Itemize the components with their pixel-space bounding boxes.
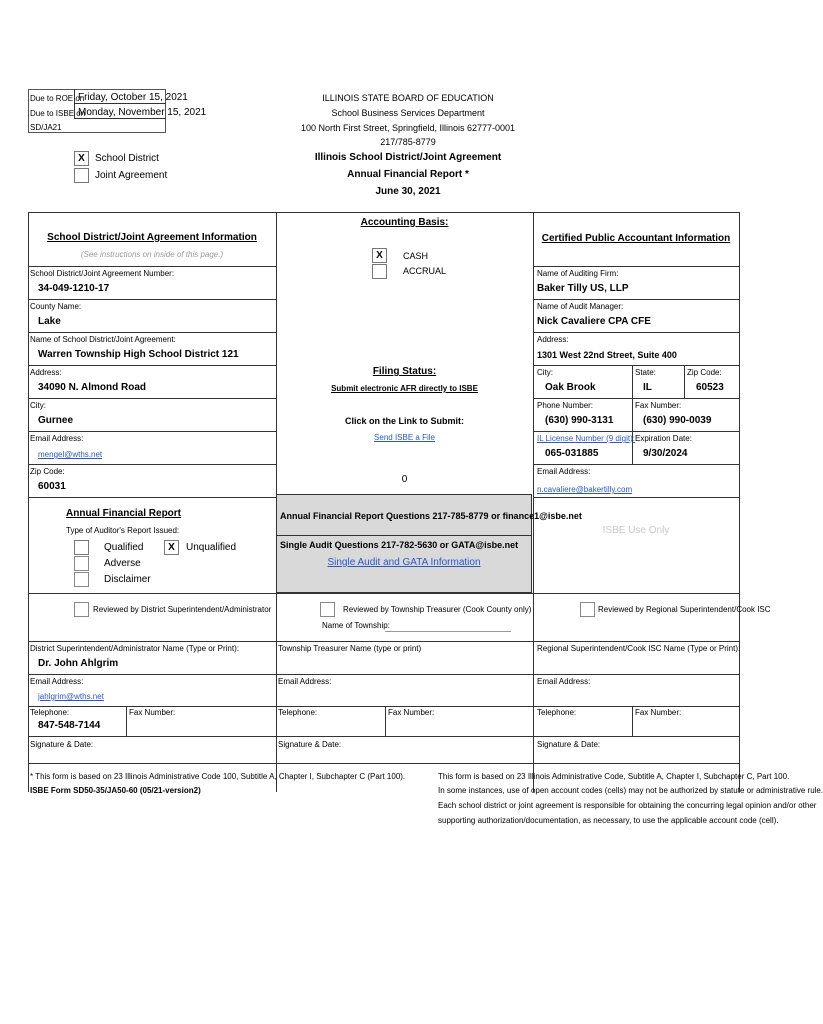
- regional-phone-label: Telephone:: [537, 708, 577, 717]
- township-treasurer-name-label: Township Treasurer Name (type or print): [278, 644, 422, 653]
- district-info-subtitle: (See instructions on inside of this page.): [80, 250, 224, 259]
- cash-label: CASH: [403, 251, 429, 261]
- cpa-fax-value[interactable]: (630) 990-0039: [643, 415, 712, 426]
- township-name-label: Name of Township:: [322, 621, 390, 630]
- unqualified-checkbox[interactable]: X: [164, 540, 179, 555]
- district-admin-email-value[interactable]: jahlgrim@wths.net: [38, 692, 104, 701]
- license-number-value[interactable]: 065-031885: [545, 448, 599, 459]
- reviewed-regional-checkbox[interactable]: [580, 602, 595, 617]
- form-title-2: Annual Financial Report *: [347, 169, 469, 180]
- cpa-phone-label: Phone Number:: [537, 401, 594, 410]
- firm-label: Name of Auditing Firm:: [537, 269, 619, 278]
- cpa-address-value[interactable]: 1301 West 22nd Street, Suite 400: [537, 350, 677, 360]
- reviewed-township-checkbox[interactable]: [320, 602, 335, 617]
- district-email-label: Email Address:: [30, 434, 84, 443]
- expiration-value[interactable]: 9/30/2024: [643, 448, 688, 459]
- due-roe-label: Due to ROE on: [30, 94, 85, 103]
- township-signature-label: Signature & Date:: [278, 740, 342, 749]
- audit-questions-text: Single Audit Questions 217-782-5630 or GATA@isbe.net: [280, 540, 519, 550]
- due-roe-value: Friday, October 15, 2021: [78, 92, 188, 103]
- district-info-title: School District/Joint Agreement Information: [47, 232, 257, 243]
- cpa-city-label: City:: [537, 368, 553, 377]
- cpa-info-title: Certified Public Accountant Information: [541, 233, 731, 244]
- accrual-checkbox[interactable]: [372, 264, 387, 279]
- adverse-checkbox[interactable]: [74, 556, 89, 571]
- cpa-email-value[interactable]: n.cavaliere@bakertilly.com: [537, 485, 633, 494]
- department-name: School Business Services Department: [331, 108, 485, 118]
- filing-status-title: Filing Status:: [372, 366, 437, 377]
- accrual-label: ACCRUAL: [403, 266, 447, 276]
- district-admin-name-value[interactable]: Dr. John Ahlgrim: [38, 658, 119, 669]
- regional-signature-label: Signature & Date:: [537, 740, 601, 749]
- district-zip-label: Zip Code:: [30, 467, 65, 476]
- disclaimer-label: Disclaimer: [104, 574, 151, 585]
- district-email-value[interactable]: mengel@wths.net: [38, 450, 103, 459]
- manager-value[interactable]: Nick Cavaliere CPA CFE: [537, 316, 651, 327]
- district-admin-name-label: District Superintendent/Administrator Name (Type or Print):: [30, 644, 239, 653]
- cpa-email-label: Email Address:: [537, 467, 591, 476]
- submit-electronic-text: Submit electronic AFR directly to ISBE: [331, 384, 478, 393]
- district-number-value[interactable]: 34-049-1210-17: [38, 283, 110, 294]
- disclaimer-checkbox[interactable]: [74, 572, 89, 587]
- single-audit-gata-link[interactable]: Single Audit and GATA Information: [327, 557, 481, 568]
- adverse-label: Adverse: [104, 558, 141, 569]
- district-city-value[interactable]: Gurnee: [38, 415, 74, 426]
- cpa-zip-label: Zip Code:: [687, 368, 722, 377]
- form-number: ISBE Form SD50-35/JA50-60 (05/21-version2): [30, 786, 201, 795]
- township-fax-label: Fax Number:: [388, 708, 435, 717]
- footer-note-right-4: supporting authorization/documentation, as necessary, to use the applicable account code (cell).: [438, 816, 779, 825]
- cpa-address-label: Address:: [537, 335, 569, 344]
- qualified-label: Qualified: [104, 542, 144, 553]
- school-district-checkbox[interactable]: X: [74, 151, 89, 166]
- accounting-basis-title: Accounting Basis:: [360, 217, 449, 228]
- county-value[interactable]: Lake: [38, 316, 61, 327]
- agency-phone: 217/785-8779: [380, 137, 436, 147]
- district-name-value[interactable]: Warren Township High School District 121: [38, 349, 239, 360]
- district-fax-label: Fax Number:: [129, 708, 176, 717]
- click-link-text: Click on the Link to Submit:: [345, 416, 464, 426]
- regional-name-label: Regional Superintendent/Cook ISC Name (Type or Print):: [537, 644, 741, 653]
- unqualified-label: Unqualified: [186, 542, 237, 553]
- district-zip-value[interactable]: 60031: [38, 481, 66, 492]
- district-number-label: School District/Joint Agreement Number:: [30, 269, 175, 278]
- district-name-label: Name of School District/Joint Agreement:: [30, 335, 176, 344]
- expiration-label: Expiration Date:: [635, 434, 692, 443]
- cpa-city-value[interactable]: Oak Brook: [545, 382, 596, 393]
- cash-checkbox[interactable]: X: [372, 248, 387, 263]
- footer-note-right-1: This form is based on 23 Illinois Administrative Code, Subtitle A, Chapter I, Subchapter C, Part 100.: [438, 772, 790, 781]
- cpa-state-value[interactable]: IL: [643, 382, 652, 393]
- isbe-use-only: ISBE Use Only: [602, 525, 670, 536]
- afr-questions-text: Annual Financial Report Questions 217-785-8779 or finance1@isbe.net: [280, 511, 582, 521]
- regional-email-label: Email Address:: [537, 677, 591, 686]
- footer-note-right-3: Each school district or joint agreement is responsible for obtaining the concurring legal opinion and/or other: [438, 801, 817, 810]
- district-city-label: City:: [30, 401, 46, 410]
- agency-address: 100 North First Street, Springfield, Illinois 62777-0001: [300, 123, 516, 133]
- send-isbe-file-link[interactable]: Send ISBE a File: [374, 433, 435, 442]
- qualified-checkbox[interactable]: [74, 540, 89, 555]
- auditor-report-type-label: Type of Auditor's Report Issued:: [66, 526, 180, 535]
- cpa-zip-value[interactable]: 60523: [696, 382, 724, 393]
- joint-agreement-label: Joint Agreement: [95, 170, 168, 181]
- reviewed-township-label: Reviewed by Township Treasurer (Cook County only): [343, 605, 532, 614]
- footer-note-left: * This form is based on 23 Illinois Administrative Code 100, Subtitle A, Chapter I, Subchapter C (Part 100).: [30, 772, 406, 781]
- district-address-label: Address:: [30, 368, 62, 377]
- joint-agreement-checkbox[interactable]: [74, 168, 89, 183]
- reviewed-district-label: Reviewed by District Superintendent/Administrator: [93, 605, 272, 614]
- footer-note-right-2: In some instances, use of open account codes (cells) may not be authorized by statute or administrative rule.: [438, 786, 823, 795]
- township-phone-label: Telephone:: [278, 708, 318, 717]
- manager-label: Name of Audit Manager:: [537, 302, 624, 311]
- form-code: SD/JA21: [30, 123, 62, 132]
- cpa-fax-label: Fax Number:: [635, 401, 682, 410]
- school-district-label: School District: [95, 153, 159, 164]
- cpa-phone-value[interactable]: (630) 990-3131: [545, 415, 614, 426]
- county-label: County Name:: [30, 302, 82, 311]
- license-number-label[interactable]: IL License Number (9 digit):: [537, 434, 635, 443]
- regional-fax-label: Fax Number:: [635, 708, 682, 717]
- due-isbe-label: Due to ISBE on: [30, 109, 86, 118]
- township-email-label: Email Address:: [278, 677, 332, 686]
- afr-title: Annual Financial Report: [66, 508, 182, 519]
- reviewed-district-checkbox[interactable]: [74, 602, 89, 617]
- district-admin-email-label: Email Address:: [30, 677, 84, 686]
- district-signature-label: Signature & Date:: [30, 740, 94, 749]
- district-phone-label: Telephone:: [30, 708, 70, 717]
- report-date: June 30, 2021: [375, 186, 441, 197]
- form-title-1: Illinois School District/Joint Agreement: [314, 152, 502, 163]
- filing-zero-value: 0: [401, 474, 408, 485]
- district-address-value[interactable]: 34090 N. Almond Road: [38, 382, 146, 393]
- firm-value[interactable]: Baker Tilly US, LLP: [537, 283, 629, 294]
- district-phone-value[interactable]: 847-548-7144: [38, 720, 101, 731]
- due-isbe-value: Monday, November 15, 2021: [78, 107, 207, 118]
- cpa-state-label: State:: [635, 368, 656, 377]
- agency-name: ILLINOIS STATE BOARD OF EDUCATION: [322, 93, 494, 103]
- reviewed-regional-label: Reviewed by Regional Superintendent/Cook ISC: [598, 605, 771, 614]
